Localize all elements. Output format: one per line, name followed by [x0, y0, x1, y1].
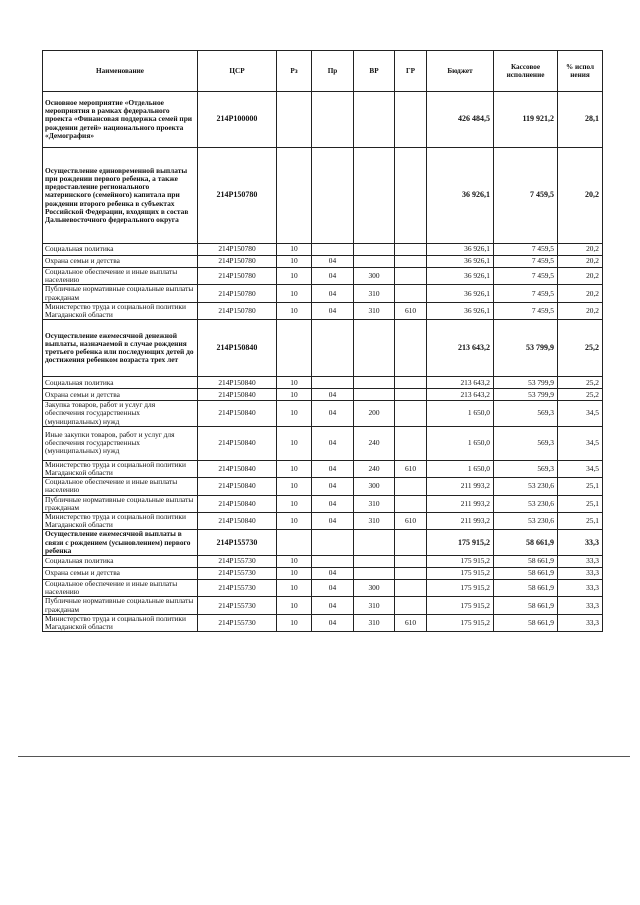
row-csr: 214P155730	[198, 530, 277, 556]
row-pct: 33,3	[558, 556, 603, 568]
row-csr: 214P155730	[198, 614, 277, 631]
row-rz	[277, 148, 312, 244]
row-csr: 214P100000	[198, 92, 277, 148]
row-kass: 58 661,9	[494, 597, 558, 614]
row-budget: 1 650,0	[427, 460, 494, 477]
table-row	[43, 530, 603, 556]
row-kass: 7 459,5	[494, 302, 558, 319]
row-vr: 240	[354, 426, 395, 460]
table-row	[43, 495, 603, 512]
row-budget: 36 926,1	[427, 285, 494, 302]
row-pr: 04	[312, 401, 354, 427]
row-pct: 33,3	[558, 580, 603, 597]
row-pr	[312, 530, 354, 556]
row-budget: 36 926,1	[427, 244, 494, 256]
row-pr	[312, 92, 354, 148]
row-vr: 310	[354, 513, 395, 530]
row-gr: 610	[395, 302, 427, 319]
row-gr	[395, 389, 427, 401]
row-budget: 213 643,2	[427, 320, 494, 377]
row-rz: 10	[277, 460, 312, 477]
row-rz: 10	[277, 495, 312, 512]
row-gr	[395, 401, 427, 427]
row-rz: 10	[277, 426, 312, 460]
row-vr	[354, 320, 395, 377]
row-gr	[395, 597, 427, 614]
row-rz: 10	[277, 556, 312, 568]
row-name: Охрана семьи и детства	[43, 568, 198, 580]
row-kass: 53 230,6	[494, 478, 558, 495]
row-budget: 211 993,2	[427, 513, 494, 530]
row-csr: 214P150840	[198, 513, 277, 530]
table-row	[43, 268, 603, 285]
row-pr: 04	[312, 580, 354, 597]
row-budget: 1 650,0	[427, 401, 494, 427]
row-budget: 36 926,1	[427, 148, 494, 244]
row-csr: 214P150840	[198, 389, 277, 401]
row-rz: 10	[277, 256, 312, 268]
header-kass: Кассовое исполнение	[494, 51, 558, 92]
row-rz: 10	[277, 597, 312, 614]
table-row	[43, 478, 603, 495]
row-vr	[354, 92, 395, 148]
row-kass: 53 799,9	[494, 377, 558, 389]
header-pct: % испол нения	[558, 51, 603, 92]
row-name: Социальное обеспечение и иные выплаты населению	[43, 268, 198, 285]
row-budget: 36 926,1	[427, 256, 494, 268]
table-row	[43, 377, 603, 389]
row-rz: 10	[277, 401, 312, 427]
row-budget: 175 915,2	[427, 556, 494, 568]
row-kass: 58 661,9	[494, 580, 558, 597]
table-row	[43, 460, 603, 477]
row-pct: 25,2	[558, 320, 603, 377]
row-rz: 10	[277, 580, 312, 597]
row-name: Осуществление ежемесячной денежной выплаты, назначаемой в случае рождения третьего ребенка или последующих детей до достижения ребенком возраста трех лет	[43, 320, 198, 377]
row-rz: 10	[277, 285, 312, 302]
table-row	[43, 244, 603, 256]
row-rz: 10	[277, 513, 312, 530]
row-vr	[354, 568, 395, 580]
row-gr	[395, 244, 427, 256]
header-csr: ЦСР	[198, 51, 277, 92]
row-name: Социальное обеспечение и иные выплаты населению	[43, 478, 198, 495]
row-kass: 7 459,5	[494, 268, 558, 285]
row-name: Иные закупки товаров, работ и услуг для обеспечения государственных (муниципальных) нужд	[43, 426, 198, 460]
row-kass: 7 459,5	[494, 148, 558, 244]
table-row	[43, 92, 603, 148]
row-rz	[277, 320, 312, 377]
row-pr: 04	[312, 597, 354, 614]
table-body	[43, 92, 603, 632]
row-name: Закупка товаров, работ и услуг для обеспечения государственных (муниципальных) нужд	[43, 401, 198, 427]
row-budget: 175 915,2	[427, 580, 494, 597]
row-pr: 04	[312, 495, 354, 512]
row-gr	[395, 568, 427, 580]
row-vr	[354, 244, 395, 256]
row-vr: 300	[354, 478, 395, 495]
row-name: Осуществление ежемесячной выплаты в связи с рождением (усыновлением) первого ребенка	[43, 530, 198, 556]
table-row	[43, 580, 603, 597]
row-rz: 10	[277, 268, 312, 285]
row-budget: 211 993,2	[427, 478, 494, 495]
row-pr: 04	[312, 302, 354, 319]
row-csr: 214P150780	[198, 285, 277, 302]
row-kass: 7 459,5	[494, 285, 558, 302]
row-csr: 214P150840	[198, 401, 277, 427]
row-csr: 214P155730	[198, 580, 277, 597]
row-name: Основное мероприятие «Отдельное мероприятия в рамках федерального проекта «Финансовая поддержка семей при рождении детей» национального проекта «Демография»	[43, 92, 198, 148]
table-row	[43, 597, 603, 614]
row-gr	[395, 580, 427, 597]
row-pct: 25,2	[558, 389, 603, 401]
row-pr: 04	[312, 256, 354, 268]
row-name: Социальная политика	[43, 377, 198, 389]
row-pr: 04	[312, 268, 354, 285]
table-header-row	[43, 51, 603, 92]
row-csr: 214P150840	[198, 426, 277, 460]
row-budget: 213 643,2	[427, 377, 494, 389]
row-pr: 04	[312, 389, 354, 401]
header-name: Наименование	[43, 51, 198, 92]
row-name: Охрана семьи и детства	[43, 389, 198, 401]
row-pct: 20,2	[558, 244, 603, 256]
row-csr: 214P150780	[198, 302, 277, 319]
row-name: Охрана семьи и детства	[43, 256, 198, 268]
row-vr: 310	[354, 597, 395, 614]
row-pct: 20,2	[558, 256, 603, 268]
row-rz: 10	[277, 302, 312, 319]
row-budget: 175 915,2	[427, 530, 494, 556]
row-csr: 214P150780	[198, 244, 277, 256]
row-vr: 310	[354, 614, 395, 631]
table-row	[43, 401, 603, 427]
row-csr: 214P150840	[198, 460, 277, 477]
row-vr	[354, 389, 395, 401]
row-pct: 33,3	[558, 530, 603, 556]
row-gr	[395, 256, 427, 268]
row-vr: 300	[354, 580, 395, 597]
row-vr: 200	[354, 401, 395, 427]
row-csr: 214P155730	[198, 597, 277, 614]
budget-table-page	[42, 50, 602, 632]
row-vr	[354, 256, 395, 268]
row-pr	[312, 556, 354, 568]
header-budget: Бюджет	[427, 51, 494, 92]
row-pr: 04	[312, 614, 354, 631]
row-pr: 04	[312, 460, 354, 477]
row-rz: 10	[277, 568, 312, 580]
row-name: Публичные нормативные социальные выплаты гражданам	[43, 495, 198, 512]
header-rz: Рз	[277, 51, 312, 92]
row-budget: 36 926,1	[427, 302, 494, 319]
header-gr: ГР	[395, 51, 427, 92]
row-kass: 119 921,2	[494, 92, 558, 148]
row-pct: 25,1	[558, 478, 603, 495]
bottom-divider	[18, 756, 630, 757]
row-name: Публичные нормативные социальные выплаты гражданам	[43, 597, 198, 614]
row-pr: 04	[312, 568, 354, 580]
row-vr: 310	[354, 495, 395, 512]
row-budget: 211 993,2	[427, 495, 494, 512]
row-name: Социальная политика	[43, 556, 198, 568]
row-kass: 53 799,9	[494, 320, 558, 377]
row-gr: 610	[395, 614, 427, 631]
row-csr: 214P150780	[198, 268, 277, 285]
table-row	[43, 568, 603, 580]
row-vr	[354, 148, 395, 244]
row-budget: 175 915,2	[427, 597, 494, 614]
table-row	[43, 285, 603, 302]
row-pct: 28,1	[558, 92, 603, 148]
row-kass: 53 230,6	[494, 495, 558, 512]
table-row	[43, 302, 603, 319]
row-name: Министерство труда и социальной политики Магаданской области	[43, 302, 198, 319]
row-name: Социальная политика	[43, 244, 198, 256]
row-kass: 569,3	[494, 460, 558, 477]
row-gr: 610	[395, 460, 427, 477]
row-kass: 58 661,9	[494, 568, 558, 580]
row-pr: 04	[312, 426, 354, 460]
table-row	[43, 256, 603, 268]
row-pct: 25,1	[558, 495, 603, 512]
row-pr	[312, 148, 354, 244]
row-pr: 04	[312, 478, 354, 495]
row-pct: 33,3	[558, 597, 603, 614]
row-gr	[395, 320, 427, 377]
row-pr	[312, 377, 354, 389]
row-rz: 10	[277, 614, 312, 631]
row-pct: 20,2	[558, 268, 603, 285]
row-vr: 310	[354, 285, 395, 302]
row-csr: 214P155730	[198, 568, 277, 580]
row-pct: 34,5	[558, 460, 603, 477]
row-budget: 36 926,1	[427, 268, 494, 285]
row-rz: 10	[277, 244, 312, 256]
row-vr: 310	[354, 302, 395, 319]
row-budget: 175 915,2	[427, 614, 494, 631]
row-name: Министерство труда и социальной политики Магаданской области	[43, 513, 198, 530]
row-budget: 175 915,2	[427, 568, 494, 580]
table-row	[43, 614, 603, 631]
row-rz: 10	[277, 478, 312, 495]
row-kass: 53 799,9	[494, 389, 558, 401]
row-pct: 33,3	[558, 614, 603, 631]
row-gr	[395, 268, 427, 285]
row-name: Социальное обеспечение и иные выплаты населению	[43, 580, 198, 597]
row-name: Министерство труда и социальной политики Магаданской области	[43, 614, 198, 631]
row-name: Публичные нормативные социальные выплаты гражданам	[43, 285, 198, 302]
row-kass: 7 459,5	[494, 244, 558, 256]
row-csr: 214P150840	[198, 495, 277, 512]
row-pct: 33,3	[558, 568, 603, 580]
row-csr: 214P150780	[198, 148, 277, 244]
row-kass: 7 459,5	[494, 256, 558, 268]
row-budget: 426 484,5	[427, 92, 494, 148]
row-pct: 34,5	[558, 426, 603, 460]
row-pct: 25,2	[558, 377, 603, 389]
row-kass: 58 661,9	[494, 614, 558, 631]
row-kass: 58 661,9	[494, 530, 558, 556]
row-csr: 214P150840	[198, 478, 277, 495]
table-row	[43, 148, 603, 244]
row-gr	[395, 478, 427, 495]
row-pct: 20,2	[558, 285, 603, 302]
row-budget: 1 650,0	[427, 426, 494, 460]
row-kass: 58 661,9	[494, 556, 558, 568]
table-row	[43, 426, 603, 460]
row-vr	[354, 377, 395, 389]
row-kass: 569,3	[494, 426, 558, 460]
table-row	[43, 389, 603, 401]
table-row	[43, 556, 603, 568]
row-kass: 569,3	[494, 401, 558, 427]
row-pct: 25,1	[558, 513, 603, 530]
row-gr	[395, 377, 427, 389]
row-pct: 20,2	[558, 148, 603, 244]
row-vr: 240	[354, 460, 395, 477]
row-name: Осуществление единовременной выплаты при рождении первого ребенка, а также предоставление регионального материнского (семейного) капитала при рождении второго ребенка в субъектах Российской Федерации, входящих в состав Дальневосточного федерального округа	[43, 148, 198, 244]
row-budget: 213 643,2	[427, 389, 494, 401]
row-name: Министерство труда и социальной политики Магаданской области	[43, 460, 198, 477]
budget-execution-table	[42, 50, 603, 632]
row-gr	[395, 148, 427, 244]
row-kass: 53 230,6	[494, 513, 558, 530]
row-csr: 214P150840	[198, 377, 277, 389]
row-gr	[395, 426, 427, 460]
row-pr	[312, 320, 354, 377]
row-gr: 610	[395, 513, 427, 530]
row-rz	[277, 92, 312, 148]
row-csr: 214P155730	[198, 556, 277, 568]
row-pct: 20,2	[558, 302, 603, 319]
row-csr: 214P150780	[198, 256, 277, 268]
table-row	[43, 513, 603, 530]
header-vr: ВР	[354, 51, 395, 92]
row-gr	[395, 530, 427, 556]
row-vr	[354, 556, 395, 568]
row-csr: 214P150840	[198, 320, 277, 377]
header-pr: Пр	[312, 51, 354, 92]
row-gr	[395, 285, 427, 302]
row-pr: 04	[312, 513, 354, 530]
row-rz	[277, 530, 312, 556]
row-rz: 10	[277, 377, 312, 389]
row-pct: 34,5	[558, 401, 603, 427]
row-gr	[395, 495, 427, 512]
row-pr	[312, 244, 354, 256]
row-vr	[354, 530, 395, 556]
row-pr: 04	[312, 285, 354, 302]
row-rz: 10	[277, 389, 312, 401]
table-row	[43, 320, 603, 377]
row-gr	[395, 92, 427, 148]
row-vr: 300	[354, 268, 395, 285]
row-gr	[395, 556, 427, 568]
